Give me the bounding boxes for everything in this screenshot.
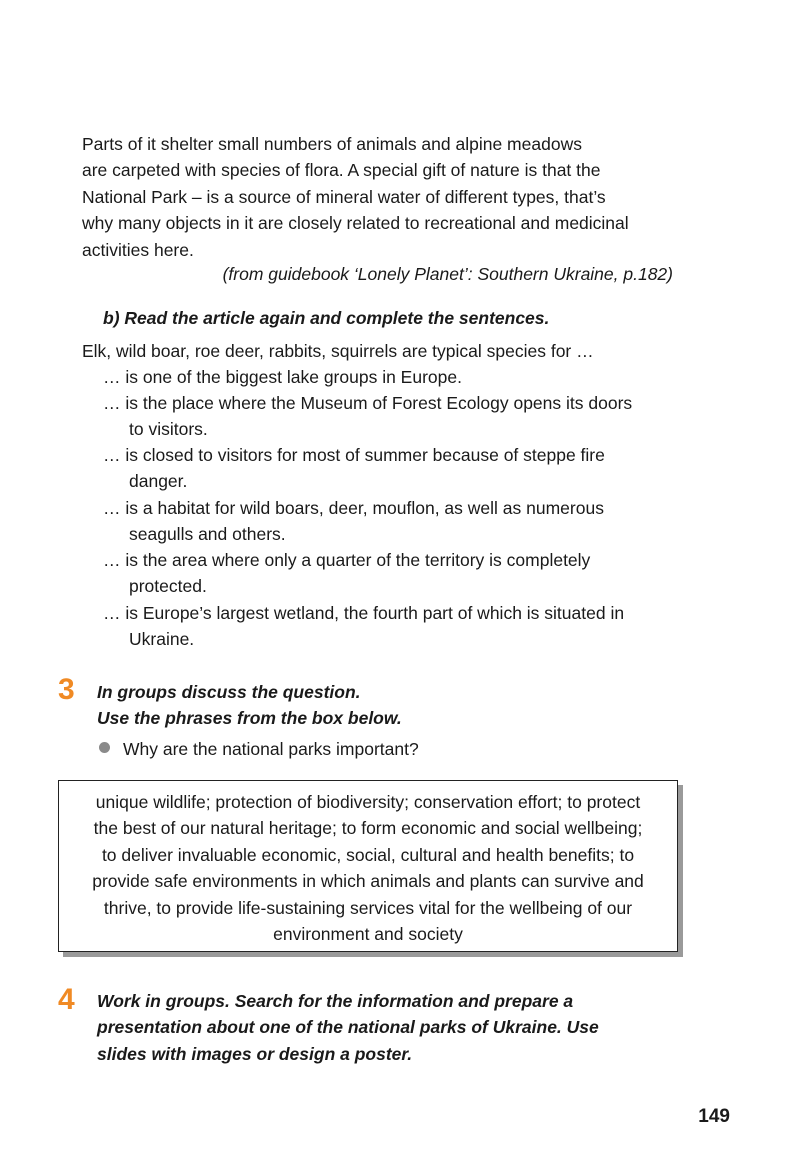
instruction-line: presentation about one of the national parks of Ukraine. Use <box>97 1017 599 1038</box>
page-number: 149 <box>698 1106 730 1127</box>
source-citation: (from guidebook ‘Lonely Planet’: Southern Ukraine, p.182) <box>222 264 673 284</box>
sentence-line: … is one of the biggest lake groups in Europe. <box>103 367 462 387</box>
sentence-line: … is the place where the Museum of Forest Ecology opens its doors <box>103 393 633 413</box>
instruction-line: Use the phrases from the box below. <box>97 708 402 729</box>
exercise-3-number: 3 <box>58 673 75 706</box>
phrase-line: environment and society <box>273 924 463 945</box>
sentence-item <box>103 390 632 443</box>
exercise-4-number: 4 <box>58 983 75 1016</box>
intro-line: National Park – is a source of mineral water of different types, that’s <box>82 186 606 207</box>
sentence-line: … is closed to visitors for most of summer because of steppe fire <box>103 445 605 465</box>
phrase-box <box>58 780 678 952</box>
instruction-line: In groups discuss the question. <box>97 682 361 702</box>
phrase-line: provide safe environments in which animals and plants can survive and <box>92 871 644 892</box>
sentence-line: seagulls and others. <box>129 524 286 545</box>
instruction-line: Work in groups. Search for the information and prepare a <box>97 991 574 1011</box>
phrase-box-text <box>59 789 677 947</box>
discussion-question: Why are the national parks important? <box>123 739 419 759</box>
sentence-line: … is a habitat for wild boars, deer, mouflon, as well as numerous <box>103 498 604 518</box>
phrase-line: thrive, to provide life-sustaining services vital for the wellbeing of our <box>103 897 633 918</box>
sentence-line: danger. <box>129 471 188 492</box>
exercise-4-instruction <box>97 988 599 1067</box>
sentence-item <box>103 495 604 548</box>
sentence-item <box>103 600 624 653</box>
intro-line: are carpeted with species of flora. A special gift of nature is that the <box>82 160 601 181</box>
sentence-item <box>103 364 462 390</box>
exercise-3-instruction <box>97 679 402 732</box>
intro-line: activities here. <box>82 239 194 260</box>
sentence-line: … is Europe’s largest wetland, the fourth part of which is situated in <box>103 603 625 623</box>
instruction-line: slides with images or design a poster. <box>97 1043 413 1064</box>
task-b-heading: b) Read the article again and complete the sentences. <box>103 308 550 328</box>
phrase-line: to deliver invaluable economic, social, cultural and health benefits; to <box>101 844 635 865</box>
intro-line: why many objects in it are closely related to recreational and medicinal <box>82 213 629 234</box>
phrase-line: unique wildlife; protection of biodiversity; conservation effort; to protect <box>95 792 641 812</box>
sentence-line: to visitors. <box>129 419 208 440</box>
first-sentence: Elk, wild boar, roe deer, rabbits, squirrels are typical species for … <box>82 341 594 361</box>
bullet-icon <box>99 742 110 753</box>
intro-line: Parts of it shelter small numbers of animals and alpine meadows <box>82 134 582 154</box>
phrase-line: the best of our natural heritage; to form economic and social wellbeing; <box>93 818 643 839</box>
sentence-line: protected. <box>129 576 207 597</box>
sentence-line: Ukraine. <box>129 629 195 650</box>
sentence-item <box>103 547 590 600</box>
sentence-line: … is the area where only a quarter of the territory is completely <box>103 550 591 570</box>
sentence-item <box>103 442 605 495</box>
intro-paragraph <box>82 131 692 263</box>
